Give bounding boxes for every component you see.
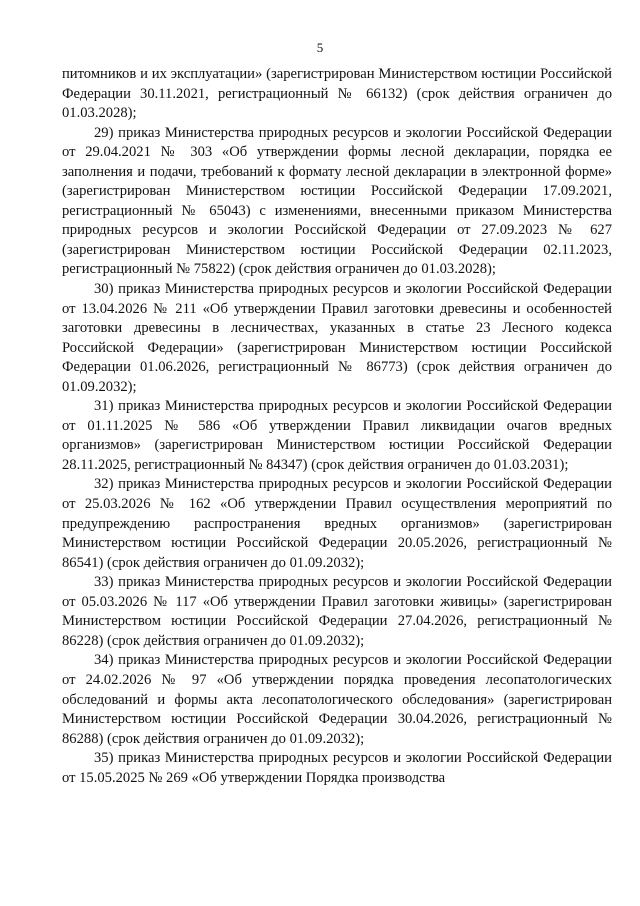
paragraph-item-32: 32) приказ Министерства природных ресурсов и экологии Российской Федерации от 25.03.2026 № 162 «Об утверждении Правил осуществления мероприятий по предупреждению распространения вредных организмов» (зарегистрирован Министерством юстиции Российской Федерации 20.05.2026, регистрационный № 86541) (срок действия ограничен до 01.09.2032); (62, 476, 612, 571)
paragraph-item-30: 30) приказ Министерства природных ресурсов и экологии Российской Федерации от 13.04.2026 № 211 «Об утверждении Правил заготовки древесины и особенностей заготовки древесины в лесничествах, указанных в статье 23 Лесного кодекса Российской Федерации» (зарегистрирован Министерством юстиции Российской Федерации 01.06.2026, регистрационный № 86773) (срок действия ограничен до 01.09.2032); (62, 281, 612, 395)
paragraph-item-33: 33) приказ Министерства природных ресурсов и экологии Российской Федерации от 05.03.2026 № 117 «Об утверждении Правил заготовки живицы» (зарегистрирован Министерством юстиции Российской Федерации 27.04.2026, регистрационный № 86228) (срок действия ограничен до 01.09.2032); (62, 574, 612, 649)
document-body (62, 65, 612, 788)
paragraph-item-29: 29) приказ Министерства природных ресурсов и экологии Российской Федерации от 29.04.2021 № 303 «Об утверждении формы лесной декларации, порядка ее заполнения и подачи, требований к формату лесной декларации в электронной форме» (зарегистрирован Министерством юстиции Российской Федерации 17.09.2021, регистрационный № 65043) с изменениями, внесенными приказом Министерства природных ресурсов и экологии Российской Федерации от 27.09.2023 № 627 (зарегистрирован Министерством юстиции Российской Федерации 02.11.2023, регистрационный № 75822) (срок действия ограничен до 01.03.2028); (62, 124, 612, 278)
paragraph-item-35: 35) приказ Министерства природных ресурсов и экологии Российской Федерации от 15.05.2025 № 269 «Об утверждении Порядка производства (62, 750, 612, 786)
paragraph-continuation: питомников и их эксплуатации» (зарегистрирован Министерством юстиции Российской Федерации 30.11.2021, регистрационный № 66132) (срок действия ограничен до 01.03.2028); (62, 66, 612, 122)
paragraph-item-31: 31) приказ Министерства природных ресурсов и экологии Российской Федерации от 01.11.2025 № 586 «Об утверждении Правил ликвидации очагов вредных организмов» (зарегистрирован Министерством юстиции Российской Федерации 28.11.2025, регистрационный № 84347) (срок действия ограничен до 01.03.2031); (62, 398, 612, 473)
page-number: 5 (316, 40, 324, 55)
paragraph-item-34: 34) приказ Министерства природных ресурсов и экологии Российской Федерации от 24.02.2026 № 97 «Об утверждении порядка проведения лесопатологических обследований и формы акта лесопатологического обследования» (зарегистрирован Министерством юстиции Российской Федерации 30.04.2026, регистрационный № 86288) (срок действия ограничен до 01.09.2032); (62, 652, 612, 747)
